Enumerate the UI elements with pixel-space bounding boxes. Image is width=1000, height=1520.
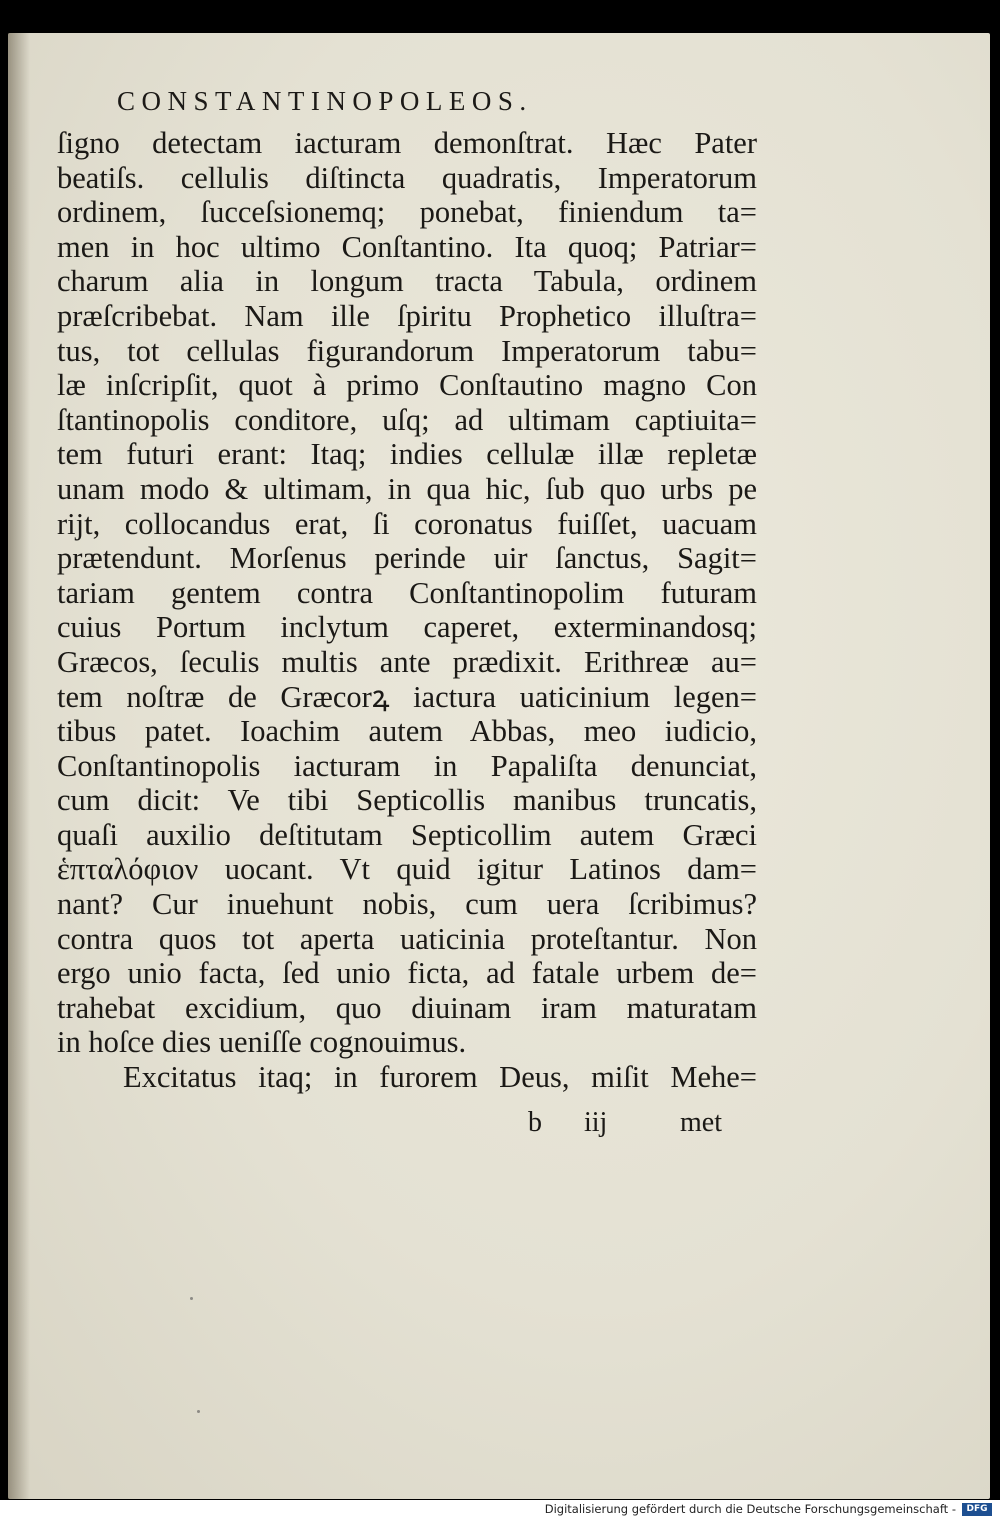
digitization-credit: Digitalisierung gefördert durch die Deutsche Forschungsgemeinschaft - — [544, 1502, 956, 1516]
scan-border-top — [0, 0, 1000, 34]
text-line: men in hoc ultimo Conſtantino. Ita quoq; Patriar= — [57, 229, 757, 264]
gutter-shadow — [8, 33, 30, 1499]
text-line: prætendunt. Morſenus perinde uir ſanctus, Sagit= — [57, 541, 757, 576]
text-line: tem noſtræ de Græcorꝝ iactura uaticinium legen= — [57, 679, 757, 714]
running-head: CONSTANTINOPOLEOS. — [117, 86, 533, 116]
paragraph-first-line: Excitatus itaq; in furorem Deus, miſit Mehe= — [123, 1060, 757, 1095]
catchword: met — [680, 1107, 722, 1138]
text-line: ſigno detectam iacturam demonſtrat. Hæc Pater — [57, 126, 757, 160]
paper-speck — [190, 1297, 193, 1300]
text-line: beatiſs. cellulis diſtincta quadratis, Imperatorum — [57, 160, 757, 195]
text-line: rijt, collocandus erat, ſi coronatus fuiſſet, uacuam — [57, 506, 757, 541]
text-line: læ inſcripſit, quot à primo Conſtautino magno Con — [57, 368, 757, 403]
signature-folio: iij — [584, 1107, 608, 1138]
text-line: tariam gentem contra Conſtantinopolim futuram — [57, 575, 757, 610]
text-line: charum alia in longum tracta Tabula, ordinem — [57, 264, 757, 299]
text-line: in hoſce dies ueniſſe cognouimus. — [57, 1025, 467, 1060]
body-text — [57, 126, 757, 1095]
text-line: quaſi auxilio deſtitutam Septicollim autem Græci — [57, 817, 757, 852]
text-line: ἑπταλόφιον uocant. Vt quid igitur Latinos dam= — [57, 852, 757, 887]
text-line: Conſtantinopolis iacturam in Papaliſta denunciat, — [57, 748, 757, 783]
text-line: tibus patet. Ioachim autem Abbas, meo iudicio, — [57, 714, 757, 749]
text-line: cum dicit: Ve tibi Septicollis manibus truncatis, — [57, 783, 757, 818]
signature-mark: b — [528, 1107, 542, 1138]
paper-speck — [197, 1410, 200, 1413]
text-line: unam modo & ultimam, in qua hic, ſub quo urbs pe — [57, 471, 757, 506]
text-line: tus, tot cellulas figurandorum Imperatorum tabu= — [57, 333, 757, 368]
text-line: trahebat excidium, quo diuinam iram maturatam — [57, 990, 757, 1025]
text-line: Græcos, ſeculis multis ante prædixit. Erithreæ au= — [57, 644, 757, 679]
dfg-logo: DFG — [962, 1503, 992, 1516]
text-line: ergo unio facta, ſed unio ficta, ad fatale urbem de= — [57, 956, 757, 991]
text-line: ſtantinopolis conditore, uſq; ad ultimam captiuita= — [57, 402, 757, 437]
text-line: tem futuri erant: Itaq; indies cellulæ illæ repletæ — [57, 437, 757, 472]
text-line: cuius Portum inclytum caperet, exterminandosq; — [57, 610, 757, 645]
text-line: nant? Cur inuehunt nobis, cum uera ſcribimus? — [57, 887, 757, 922]
text-line: præſcribebat. Nam ille ſpiritu Prophetico illuſtra= — [57, 298, 757, 333]
text-line: ordinem, ſucceſsionemq; ponebat, finiendum ta= — [57, 195, 757, 230]
text-line: contra quos tot aperta uaticinia proteſtantur. Non — [57, 921, 757, 956]
